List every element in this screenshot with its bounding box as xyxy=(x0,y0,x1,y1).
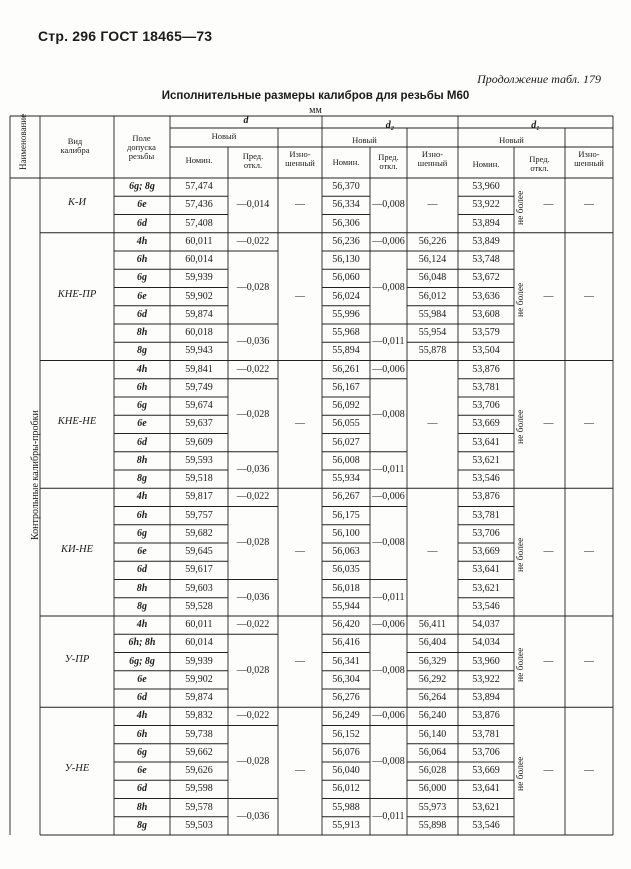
d1-nominal: 53,960 xyxy=(472,655,500,667)
tolerance-field: 4h xyxy=(136,619,148,630)
d2-nominal: 56,249 xyxy=(332,710,360,722)
tolerance-field: 6d xyxy=(137,692,147,703)
d-deviation: —0,036 xyxy=(236,464,270,475)
gauge-kind-1: КНЕ-ПР xyxy=(57,288,97,300)
d2-worn: 56,292 xyxy=(418,673,447,685)
tolerance-field: 6d xyxy=(137,436,147,448)
d2-nominal: 55,996 xyxy=(332,308,360,320)
d2-deviation: —0,006 xyxy=(372,235,405,247)
d-deviation: —0,022 xyxy=(236,491,270,503)
d1-nominal: 53,706 xyxy=(472,400,500,411)
tolerance-field: 8h xyxy=(136,454,148,466)
d1-worn: — xyxy=(584,418,594,430)
tolerance-field: 6g xyxy=(137,400,147,411)
d2-nominal: 56,035 xyxy=(332,564,360,576)
d2-nominal: 56,008 xyxy=(332,454,360,466)
d1-worn: — xyxy=(584,546,594,558)
d2-nominal: 55,894 xyxy=(332,345,360,357)
d1-nominal: 53,876 xyxy=(472,710,500,722)
d1-nominal: 53,641 xyxy=(472,564,500,576)
d1-nominal: 53,669 xyxy=(472,546,500,557)
d1-nominal: 53,876 xyxy=(472,363,500,375)
d1-deviation: — xyxy=(543,655,554,667)
d2-deviation: —0,008 xyxy=(372,281,405,293)
d-nominal: 59,682 xyxy=(185,527,213,539)
d-nominal: 59,939 xyxy=(185,272,213,284)
d-nominal: 59,503 xyxy=(185,819,213,831)
d2-nominal: 56,024 xyxy=(332,290,360,302)
d2-nominal: 56,027 xyxy=(332,436,360,448)
d-worn: — xyxy=(295,765,305,777)
d2-worn: 56,411 xyxy=(418,619,447,630)
d-nominal: 59,674 xyxy=(185,400,213,411)
d-deviation: —0,028 xyxy=(236,664,270,676)
tolerance-field: 8g xyxy=(137,600,147,612)
d1-nominal: 53,641 xyxy=(472,436,500,448)
d2-worn: — xyxy=(427,418,438,430)
d2-nominal: 55,988 xyxy=(332,801,360,813)
header-d2-nomin: Номин. xyxy=(332,157,360,167)
d1-nominal: 53,636 xyxy=(472,290,500,302)
header-d2-izno: Изно- шенный xyxy=(417,149,448,168)
d1-nominal: 53,706 xyxy=(472,746,500,758)
d2-nominal: 55,944 xyxy=(332,600,360,612)
tolerance-field: 6e xyxy=(137,290,147,302)
d1-nominal: 53,621 xyxy=(472,582,500,594)
header-d-new: Новый xyxy=(211,131,237,141)
d-nominal: 59,874 xyxy=(185,308,213,320)
gauge-kind-0: К-И xyxy=(67,197,87,209)
tolerance-field: 6d xyxy=(137,783,147,795)
d2-worn: — xyxy=(427,199,438,211)
header-d1-pred: Пред. откл. xyxy=(529,154,550,173)
d-deviation: —0,028 xyxy=(236,756,270,767)
tolerance-field: 6e xyxy=(137,765,147,776)
d2-nominal: 56,236 xyxy=(332,235,360,247)
d1-nominal: 54,034 xyxy=(472,637,500,649)
d2-nominal: 56,130 xyxy=(332,254,360,265)
tolerance-field: 4h xyxy=(136,235,148,247)
d-nominal: 59,757 xyxy=(185,509,213,521)
d-nominal: 59,841 xyxy=(185,363,213,375)
d-nominal: 57,474 xyxy=(185,181,213,192)
side-label: Контрольные калибры-пробки xyxy=(30,410,41,540)
d1-deviation: — xyxy=(543,199,554,211)
d2-worn: — xyxy=(427,546,438,558)
d2-nominal: 56,040 xyxy=(332,765,360,776)
d2-nominal: 56,152 xyxy=(332,728,360,740)
tolerance-field: 4h xyxy=(136,710,148,722)
d-deviation: —0,028 xyxy=(236,537,270,548)
d2-nominal: 55,934 xyxy=(332,473,360,484)
tolerance-field: 6e xyxy=(137,546,147,557)
d-nominal: 59,518 xyxy=(185,473,213,484)
d2-nominal: 56,175 xyxy=(332,509,360,521)
tolerance-field: 6h xyxy=(136,509,148,521)
d-nominal: 59,528 xyxy=(185,600,213,612)
d2-nominal: 55,968 xyxy=(332,327,360,338)
d1-nominal: 53,608 xyxy=(472,308,500,320)
d2-deviation: —0,006 xyxy=(372,619,405,631)
d1-nominal: 54,037 xyxy=(472,619,500,630)
d1-nominal: 53,781 xyxy=(472,728,500,740)
d-nominal: 59,902 xyxy=(185,290,213,302)
d-nominal: 59,832 xyxy=(185,710,213,722)
d-nominal: 59,637 xyxy=(185,418,213,430)
d2-worn: 55,973 xyxy=(418,801,447,813)
d-nominal: 60,011 xyxy=(185,619,213,630)
not-more-label: не более xyxy=(516,410,526,445)
not-more-label: не более xyxy=(516,282,526,317)
d2-deviation: —0,008 xyxy=(372,537,405,548)
d1-nominal: 53,894 xyxy=(472,217,500,229)
d1-nominal: 53,781 xyxy=(472,381,500,393)
d2-nominal: 56,261 xyxy=(332,363,360,375)
d2-deviation: —0,008 xyxy=(372,199,405,211)
tolerance-field: 4h xyxy=(136,491,148,503)
d2-nominal: 56,076 xyxy=(332,746,360,758)
d2-worn: 56,064 xyxy=(418,746,447,758)
table-title: Исполнительные размеры калибров для резьбы М60 xyxy=(161,90,470,102)
d1-nominal: 53,922 xyxy=(472,199,500,211)
d-nominal: 59,749 xyxy=(185,381,213,393)
d2-worn: 56,000 xyxy=(418,783,447,795)
tolerance-field: 6h xyxy=(136,254,148,265)
d1-deviation: — xyxy=(543,765,554,777)
d1-nominal: 53,546 xyxy=(472,473,500,484)
d2-nominal: 56,060 xyxy=(332,272,360,284)
d-nominal: 59,603 xyxy=(185,582,213,594)
tolerance-field: 8g xyxy=(137,473,147,484)
d1-nominal: 53,781 xyxy=(472,509,500,521)
d1-nominal: 53,748 xyxy=(472,254,500,265)
d1-nominal: 53,669 xyxy=(472,418,500,430)
d2-worn: 56,226 xyxy=(418,235,447,247)
not-more-label: не более xyxy=(516,537,526,573)
d1-deviation: — xyxy=(543,546,554,558)
d2-nominal: 55,913 xyxy=(332,819,360,831)
header-d1-izno: Изно- шенный xyxy=(574,149,604,168)
d1-nominal: 53,894 xyxy=(472,692,500,703)
d2-worn: 55,954 xyxy=(418,327,447,338)
d-worn: — xyxy=(295,546,305,558)
header-d2: d₂ xyxy=(385,120,395,131)
d-worn: — xyxy=(295,199,305,211)
d2-worn: 56,329 xyxy=(418,655,447,667)
d2-nominal: 56,063 xyxy=(332,546,360,557)
gauge-kind-2: КНЕ-НЕ xyxy=(57,416,97,428)
d2-nominal: 56,012 xyxy=(332,783,360,795)
page-header: Стр. 296 ГОСТ 18465—73 xyxy=(38,28,213,44)
not-more-label: не более xyxy=(516,191,526,226)
d-nominal: 60,014 xyxy=(185,637,213,649)
tolerance-field: 6d xyxy=(137,564,147,576)
d-worn: — xyxy=(295,655,305,667)
d1-worn: — xyxy=(584,765,594,777)
d1-nominal: 53,621 xyxy=(472,801,500,813)
tolerance-field: 6g; 8g xyxy=(129,181,155,192)
d1-worn: — xyxy=(584,290,594,302)
d1-nominal: 53,504 xyxy=(472,345,500,357)
d-nominal: 59,817 xyxy=(185,491,213,503)
d2-nominal: 56,267 xyxy=(332,491,360,503)
d2-nominal: 56,416 xyxy=(332,637,360,649)
d2-worn: 56,028 xyxy=(418,765,447,776)
header-d2-new: Новый xyxy=(352,135,377,145)
not-more-label: не более xyxy=(516,756,526,792)
d2-worn: 56,048 xyxy=(418,272,447,284)
d1-deviation: — xyxy=(543,290,554,302)
tolerance-field: 8h xyxy=(136,582,148,594)
d2-deviation: —0,006 xyxy=(372,491,405,503)
d-deviation: —0,028 xyxy=(236,281,270,293)
tolerance-field: 6e xyxy=(137,199,147,211)
header-d1-nomin: Номин. xyxy=(472,159,500,169)
d2-deviation: —0,006 xyxy=(372,363,405,375)
d2-nominal: 56,276 xyxy=(332,692,360,703)
d-deviation: —0,022 xyxy=(236,235,270,247)
d-deviation: —0,022 xyxy=(236,363,270,375)
d-nominal: 59,939 xyxy=(185,655,213,667)
d-nominal: 59,626 xyxy=(185,765,213,776)
d2-nominal: 56,100 xyxy=(332,527,360,539)
header-d2-pred: Пред. откл. xyxy=(378,152,399,171)
d2-nominal: 56,334 xyxy=(332,199,360,211)
tolerance-field: 8h xyxy=(136,801,148,813)
d1-nominal: 53,579 xyxy=(472,327,500,338)
d1-nominal: 53,621 xyxy=(472,454,500,466)
tolerance-field: 6g xyxy=(137,272,147,284)
d1-nominal: 53,876 xyxy=(472,491,500,503)
d1-worn: — xyxy=(584,199,594,211)
d1-deviation: — xyxy=(543,418,554,430)
d2-nominal: 56,420 xyxy=(332,619,360,630)
d-deviation: —0,036 xyxy=(236,336,270,348)
d-nominal: 60,011 xyxy=(185,235,213,247)
d-deviation: —0,028 xyxy=(236,409,270,421)
d-nominal: 57,436 xyxy=(185,199,213,211)
d-nominal: 59,943 xyxy=(185,345,213,357)
gauge-kind-5: У-НЕ xyxy=(64,763,90,775)
d1-nominal: 53,922 xyxy=(472,673,500,685)
d1-nominal: 53,641 xyxy=(472,783,500,795)
d2-nominal: 56,370 xyxy=(332,181,360,192)
d-nominal: 59,578 xyxy=(185,801,213,813)
header-d-izno: Изно- шенный xyxy=(285,149,315,168)
d1-worn: — xyxy=(584,655,594,667)
unit-label: мм xyxy=(309,105,322,116)
d-deviation: —0,036 xyxy=(236,810,270,822)
d-nominal: 60,014 xyxy=(185,254,213,265)
tolerance-field: 6d xyxy=(137,217,147,229)
d2-worn: 55,898 xyxy=(418,819,447,831)
d2-nominal: 56,304 xyxy=(332,673,360,685)
d1-nominal: 53,960 xyxy=(472,181,500,192)
tolerance-field: 6d xyxy=(137,308,147,320)
d-nominal: 59,645 xyxy=(185,546,213,557)
d2-worn: 55,984 xyxy=(418,308,447,320)
d-nominal: 59,662 xyxy=(185,746,213,758)
table-continued-note: Продолжение табл. 179 xyxy=(477,72,601,86)
d2-deviation: —0,008 xyxy=(372,756,405,767)
d-nominal: 57,408 xyxy=(185,217,213,229)
d2-worn: 56,404 xyxy=(418,637,447,649)
d1-nominal: 53,546 xyxy=(472,819,500,831)
d2-nominal: 56,167 xyxy=(332,381,360,393)
d-nominal: 59,902 xyxy=(185,673,213,685)
tolerance-field: 6h; 8h xyxy=(128,637,156,649)
tolerance-field: 8h xyxy=(136,327,148,338)
d2-worn: 56,240 xyxy=(418,710,447,722)
d2-worn: 55,878 xyxy=(418,345,447,357)
d-nominal: 59,609 xyxy=(185,436,213,448)
d2-worn: 56,124 xyxy=(418,254,447,265)
d2-deviation: —0,008 xyxy=(372,409,405,421)
tolerance-field: 8g xyxy=(137,345,147,357)
d2-deviation: —0,011 xyxy=(372,810,405,822)
gauge-kind-4: У-ПР xyxy=(64,653,90,665)
tolerance-field: 6e xyxy=(137,673,147,685)
tolerance-field: 4h xyxy=(136,363,148,375)
tolerance-field: 6h xyxy=(136,381,148,393)
header-naimenovanie: Наименование xyxy=(18,113,28,170)
d1-nominal: 53,849 xyxy=(472,235,500,247)
d-nominal: 59,593 xyxy=(185,454,213,466)
gauge-kind-3: КИ-НЕ xyxy=(60,544,94,556)
tolerance-field: 6g xyxy=(137,746,147,758)
d2-deviation: —0,008 xyxy=(372,664,405,676)
d2-worn: 56,012 xyxy=(418,290,447,302)
d2-nominal: 56,306 xyxy=(332,217,360,229)
d-nominal: 59,738 xyxy=(185,728,213,740)
d1-nominal: 53,546 xyxy=(472,600,500,612)
d-deviation: —0,014 xyxy=(236,199,270,211)
d-deviation: —0,022 xyxy=(236,710,270,722)
d2-deviation: —0,011 xyxy=(372,591,405,603)
d1-nominal: 53,706 xyxy=(472,527,500,539)
d-nominal: 59,874 xyxy=(185,692,213,703)
d2-deviation: —0,011 xyxy=(372,464,405,475)
header-d-pred: Пред. откл. xyxy=(242,151,264,170)
d2-nominal: 56,018 xyxy=(332,582,360,594)
d2-nominal: 56,092 xyxy=(332,400,360,411)
d-deviation: —0,036 xyxy=(236,591,270,603)
header-d1-new: Новый xyxy=(499,135,524,145)
d1-nominal: 53,672 xyxy=(472,272,500,284)
tolerance-field: 6g; 8g xyxy=(129,655,155,667)
header-d1: d₁ xyxy=(531,120,540,131)
d2-nominal: 56,055 xyxy=(332,418,360,430)
tolerance-field: 6h xyxy=(136,728,148,740)
d-worn: — xyxy=(295,418,305,430)
header-pole: Поле допуска резьбы xyxy=(127,133,156,161)
d-deviation: —0,022 xyxy=(236,619,270,631)
header-d: d xyxy=(243,115,249,126)
d2-worn: 56,264 xyxy=(418,692,447,703)
d2-worn: 56,140 xyxy=(418,728,447,740)
not-more-label: не более xyxy=(516,647,526,682)
tolerance-field: 6g xyxy=(137,527,147,539)
d-nominal: 60,018 xyxy=(185,327,213,338)
d2-deviation: —0,006 xyxy=(372,710,405,722)
header-vid: Вид калибра xyxy=(60,136,90,155)
tolerance-field: 8g xyxy=(137,819,147,831)
d1-nominal: 53,669 xyxy=(472,765,500,776)
header-d-nomin: Номин. xyxy=(185,155,213,165)
d2-deviation: —0,011 xyxy=(372,336,405,348)
d2-nominal: 56,341 xyxy=(332,655,360,667)
tolerance-field: 6e xyxy=(137,418,147,430)
d-nominal: 59,617 xyxy=(185,564,213,576)
d-worn: — xyxy=(295,290,305,302)
d-nominal: 59,598 xyxy=(185,783,213,795)
